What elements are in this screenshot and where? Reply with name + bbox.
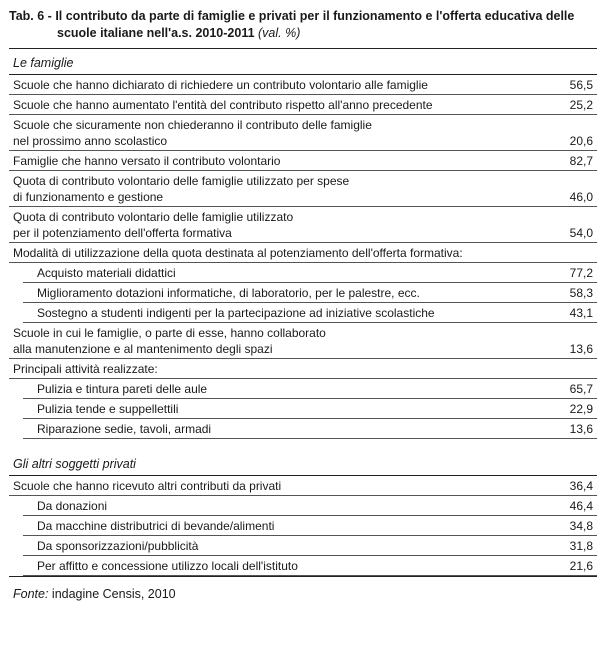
row-label: Da sponsorizzazioni/pubblicità bbox=[37, 539, 199, 553]
title-unit: (val. %) bbox=[258, 26, 301, 40]
table-row bbox=[9, 151, 597, 171]
row-value: 13,6 bbox=[569, 342, 593, 356]
row-label: Modalità di utilizzazione della quota destinata al potenziamento dell'offerta formativa: bbox=[13, 246, 463, 260]
row-label: Principali attività realizzate: bbox=[13, 362, 158, 376]
table-row bbox=[9, 476, 597, 496]
table-row bbox=[23, 399, 597, 419]
table-row bbox=[23, 283, 597, 303]
table-row bbox=[9, 171, 597, 207]
title-line-2 bbox=[9, 25, 597, 42]
table-row bbox=[23, 496, 597, 516]
section-heading: Le famiglie bbox=[9, 52, 597, 75]
table-row bbox=[23, 379, 597, 399]
row-label: Scuole che hanno dichiarato di richiedere un contributo volontario alle famiglie bbox=[13, 78, 428, 92]
table-body bbox=[9, 52, 597, 576]
table-title bbox=[9, 8, 597, 42]
row-value: 13,6 bbox=[569, 422, 593, 436]
row-value: 43,1 bbox=[569, 306, 593, 320]
row-label: Da donazioni bbox=[37, 499, 108, 513]
row-value: 25,2 bbox=[569, 98, 593, 112]
table-row bbox=[9, 115, 597, 151]
table-row bbox=[9, 95, 597, 115]
table-row bbox=[23, 419, 597, 439]
title-text-line2: scuole italiane nell'a.s. 2010-2011 bbox=[57, 26, 259, 40]
row-label: Famiglie che hanno versato il contributo volontario bbox=[13, 154, 281, 168]
row-value: 36,4 bbox=[569, 479, 593, 493]
table-row bbox=[23, 556, 597, 576]
row-label: Scuole che hanno ricevuto altri contributi da privati bbox=[13, 479, 282, 493]
table-row bbox=[9, 207, 597, 243]
title-text: Il contributo da parte di famiglie e privati per il funzionamento e l'offerta educativa delle bbox=[55, 9, 575, 23]
row-label: Miglioramento dotazioni informatiche, di laboratorio, per le palestre, ecc. bbox=[37, 286, 420, 300]
row-label: Sostegno a studenti indigenti per la partecipazione ad iniziative scolastiche bbox=[37, 306, 435, 320]
row-value: 56,5 bbox=[569, 78, 593, 92]
row-value: 31,8 bbox=[569, 539, 593, 553]
row-value: 20,6 bbox=[569, 134, 593, 148]
title-line-1 bbox=[9, 8, 597, 25]
row-label: Scuole che hanno aumentato l'entità del contributo rispetto all'anno precedente bbox=[13, 98, 433, 112]
table-row bbox=[23, 263, 597, 283]
row-value: 46,0 bbox=[569, 190, 593, 204]
table-row bbox=[23, 536, 597, 556]
row-value: 77,2 bbox=[569, 266, 593, 280]
row-value: 58,3 bbox=[569, 286, 593, 300]
table-subheader-row bbox=[9, 243, 597, 263]
section-heading: Gli altri soggetti privati bbox=[9, 453, 597, 476]
table-row bbox=[23, 516, 597, 536]
row-label: Riparazione sedie, tavoli, armadi bbox=[37, 422, 212, 436]
row-label: Quota di contributo volontario delle famiglie utilizzato per spese di funzionamento e gestione bbox=[13, 174, 350, 204]
row-value: 46,4 bbox=[569, 499, 593, 513]
row-value: 21,6 bbox=[569, 559, 593, 573]
table-number: Tab. 6 - bbox=[9, 9, 56, 23]
table-page bbox=[9, 8, 597, 601]
row-label: Scuole in cui le famiglie, o parte di esse, hanno collaborato alla manutenzione e al mantenimento degli spazi bbox=[13, 326, 326, 356]
row-value: 54,0 bbox=[569, 226, 593, 240]
row-label: Pulizia tende e suppellettili bbox=[37, 402, 179, 416]
row-value: 82,7 bbox=[569, 154, 593, 168]
table-row bbox=[9, 75, 597, 95]
row-value: 22,9 bbox=[569, 402, 593, 416]
row-label: Acquisto materiali didattici bbox=[37, 266, 176, 280]
row-value: 34,8 bbox=[569, 519, 593, 533]
row-label: Per affitto e concessione utilizzo locali dell'istituto bbox=[37, 559, 298, 573]
source-text: indagine Censis, 2010 bbox=[48, 587, 176, 601]
source-note bbox=[9, 587, 597, 601]
table-subheader-row bbox=[9, 359, 597, 379]
row-value: 65,7 bbox=[569, 382, 593, 396]
row-label: Quota di contributo volontario delle famiglie utilizzato per il potenziamento dell'offerta formativa bbox=[13, 210, 294, 240]
top-rule bbox=[9, 48, 597, 49]
table-row bbox=[23, 303, 597, 323]
source-key: Fonte: bbox=[13, 587, 49, 601]
row-label: Scuole che sicuramente non chiederanno il contributo delle famiglie nel prossimo anno scolastico bbox=[13, 118, 372, 148]
row-label: Da macchine distributrici di bevande/alimenti bbox=[37, 519, 275, 533]
table-row bbox=[9, 323, 597, 359]
row-label: Pulizia e tintura pareti delle aule bbox=[37, 382, 208, 396]
bottom-rule bbox=[9, 576, 597, 577]
